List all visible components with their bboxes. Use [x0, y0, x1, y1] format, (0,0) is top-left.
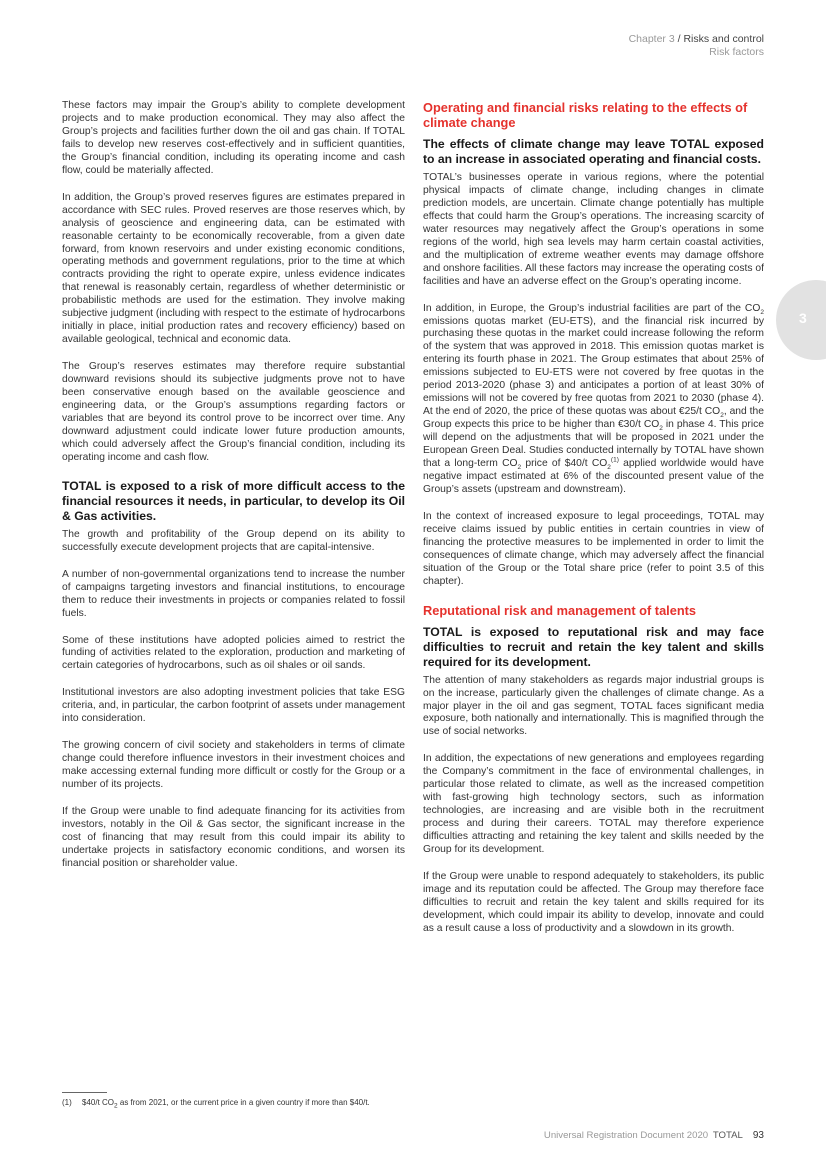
paragraph: In the context of increased exposure to legal proceedings, TOTAL may receive claims issued by public entities in certain countries in view of financing the protective measures to be implemented in order to limit the consequences of climate change, which may adversely affect the financial situation of the Group or the Total share price (refer to point 3.5 of this chapter). [423, 510, 764, 587]
footnote-divider [62, 1092, 107, 1093]
paragraph: These factors may impair the Group’s ability to complete development projects and to make production economical. They may also affect the Group’s projects and facilities further down the oil and gas chain. If TOTAL fails to develop new reserves cost-effectively and in sufficient quantities, the Group’s financial condition, including its operating income and cash flow, could be materially affected. [62, 100, 405, 176]
risk-heading-reputation: TOTAL is exposed to reputational risk and may face difficulties to recruit and retain the key talent and skills required for its development. [423, 624, 764, 669]
footnote-number: (1) [62, 1098, 72, 1107]
paragraph: A number of non-governmental organizations tend to increase the number of campaigns targeting investors and financial institutions, to encourage them to reduce their investments in projects or companies related to fossil fuels. [62, 568, 405, 619]
paragraph: TOTAL’s businesses operate in various regions, where the potential physical impacts of climate change, including changes in climate prediction models, are uncertain. Climate change potentially has multiple effects that could harm the Group’s operations. The increasing scarcity of water resources may negatively affect the Group’s operations in some regions of the world, high sea levels may harm certain coastal activities, and the multiplication of extreme weather events may damage offshore and onshore facilities. All these factors may increase the operating costs of facilities and have an adverse effect on the Group’s operating income. [423, 172, 764, 287]
paragraph: The attention of many stakeholders as regards major industrial groups is on the increase, particularly given the challenges of climate change. As a major player in the oil and gas segment, TOTAL faces significant media exposure, both nationally and internationally. This is magnified through the use of social networks. [423, 674, 764, 738]
risk-heading-climate: The effects of climate change may leave TOTAL exposed to an increase in associated operating and financial costs. [423, 137, 764, 166]
footnote-reference: (1) [610, 456, 619, 464]
left-column [62, 100, 405, 885]
chapter-tab-number: 3 [799, 310, 807, 326]
brand-name: TOTAL [712, 1130, 743, 1141]
paragraph: Some of these institutions have adopted policies aimed to restrict the funding of activities related to the exploration, production and marketing of certain categories of hydrocarbons, such as oil shales or oil sands. [62, 634, 405, 672]
chapter-tab [776, 280, 826, 360]
document-title: Universal Registration Document 2020 [543, 1130, 709, 1141]
chapter-separator: / [674, 33, 684, 45]
section-title-reputation: Reputational risk and management of talents [423, 602, 697, 618]
page-footer [544, 1130, 764, 1142]
section-label: Risk factors [709, 46, 764, 58]
paragraph-eu-ets: In addition, in Europe, the Group’s industrial facilities are part of the $CO_2$ emissions quotas market (EU-ETS), and the financial risk incurred by purchasing these quotas in the market could increase following the reform of the system that was approved in 2018. This emission quotas market is entering its fourth phase in 2021. The Group estimates that about 25% of emissions subjected to EU-ETS were not covered by free quotas in the period 2013-2020 (phase 3) and anticipates a portion of at least 30% of emissions will not be covered by free quotas from 2021 to 2030 (phase 4). At the end of 2020, the price of these quotas was about €25/t $CO_2$, and the Group expects this price to be higher than €30/t $CO_2$ in phase 4. This price will depend on the adjustments that will be proposed in 2021 under the European Green Deal. Studies conducted internally by TOTAL have shown that a long-term $CO_2$ price of $40/t $CO_2^{(1)}$ applied worldwide would have negative impact estimated at 6% of the discounted present value of the Group’s assets (upstream and downstream). [423, 302, 764, 495]
right-column [423, 100, 764, 950]
chapter-label: Chapter 3 [628, 33, 675, 45]
paragraph: Institutional investors are also adopting investment policies that take ESG criteria, and, in particular, the carbon footprint of assets under management into consideration. [62, 687, 405, 725]
paragraph: In addition, the expectations of new generations and employees regarding the Company’s commitment in the face of environmental challenges, in particular those related to climate, as well as the increased competition with fast-growing high technology sectors, such as information technologies, are increasing and are visible both in the recruitment process and during their careers. TOTAL may therefore experience difficulties attracting and retaining the key talent and skills needed by the Group for its development. [423, 753, 764, 856]
paragraph: The growing concern of civil society and stakeholders in terms of climate change could therefore influence investors in their investment choices and make accessing external funding more difficult or costly for the Group or a number of its projects. [62, 740, 405, 791]
risk-heading-financing: TOTAL is exposed to a risk of more difficult access to the financial resources it needs, in particular, to develop its Oil & Gas activities. [62, 478, 405, 523]
footnote: (1) $40/t $CO_2$ as from 2021, or the current price in a given country if more than $40/t. [62, 1098, 370, 1110]
paragraph: The growth and profitability of the Group depend on its ability to successfully execute development projects that are capital-intensive. [62, 528, 405, 553]
chapter-title: Risks and control [683, 33, 764, 45]
paragraph: The Group’s reserves estimates may therefore require substantial downward revisions should its subjective judgments prove not to have been conservative enough based on the available geoscience and engineering data, or the Group’s assumptions regarding factors or variables that are beyond its control prove to be incorrect over time. Any downward adjustment could indicate lower future production amounts, which could adversely affect the Group’s financial condition, including its operating income and cash flow. [62, 361, 405, 463]
paragraph: If the Group were unable to find adequate financing for its activities from investors, notably in the Oil & Gas sector, the significant increase in the cost of financing that may result from this could impair its ability to undertake projects in satisfactory economic conditions, and worsen its financial position or shareholder value. [62, 806, 405, 869]
section-title-climate: Operating and financial risks relating to the effects of climate change [423, 100, 748, 130]
paragraph: In addition, the Group’s proved reserves figures are estimates prepared in accordance with SEC rules. Proved reserves are those reserves which, by analysis of geoscience and engineering data, can be estimated with reasonable certainty to be economically recoverable, from a given date forward, from known reservoirs and under existing economic conditions, operating methods and government regulations, prior to the time at which contracts providing the right to operate expire, unless evidence indicates that renewal is reasonably certain, regardless of whether deterministic or probabilistic methods are used for the estimation. They involve making subjective judgment (including with respect to the estimate of hydrocarbons initially in place, initial production rates and recovery efficiency) based on available geological, technical and economic data. [62, 191, 405, 346]
paragraph: If the Group were unable to respond adequately to stakeholders, its public image and its reputation could be affected. The Group may therefore face difficulties to recruit and retain the key talent and skills required for its development, which could impair its ability to develop, innovate and could as a result cause a loss of productivity and a slowdown in its growth. [423, 870, 764, 934]
page-number: 93 [752, 1130, 764, 1141]
chapter-line [629, 33, 764, 46]
page-header [629, 33, 764, 59]
